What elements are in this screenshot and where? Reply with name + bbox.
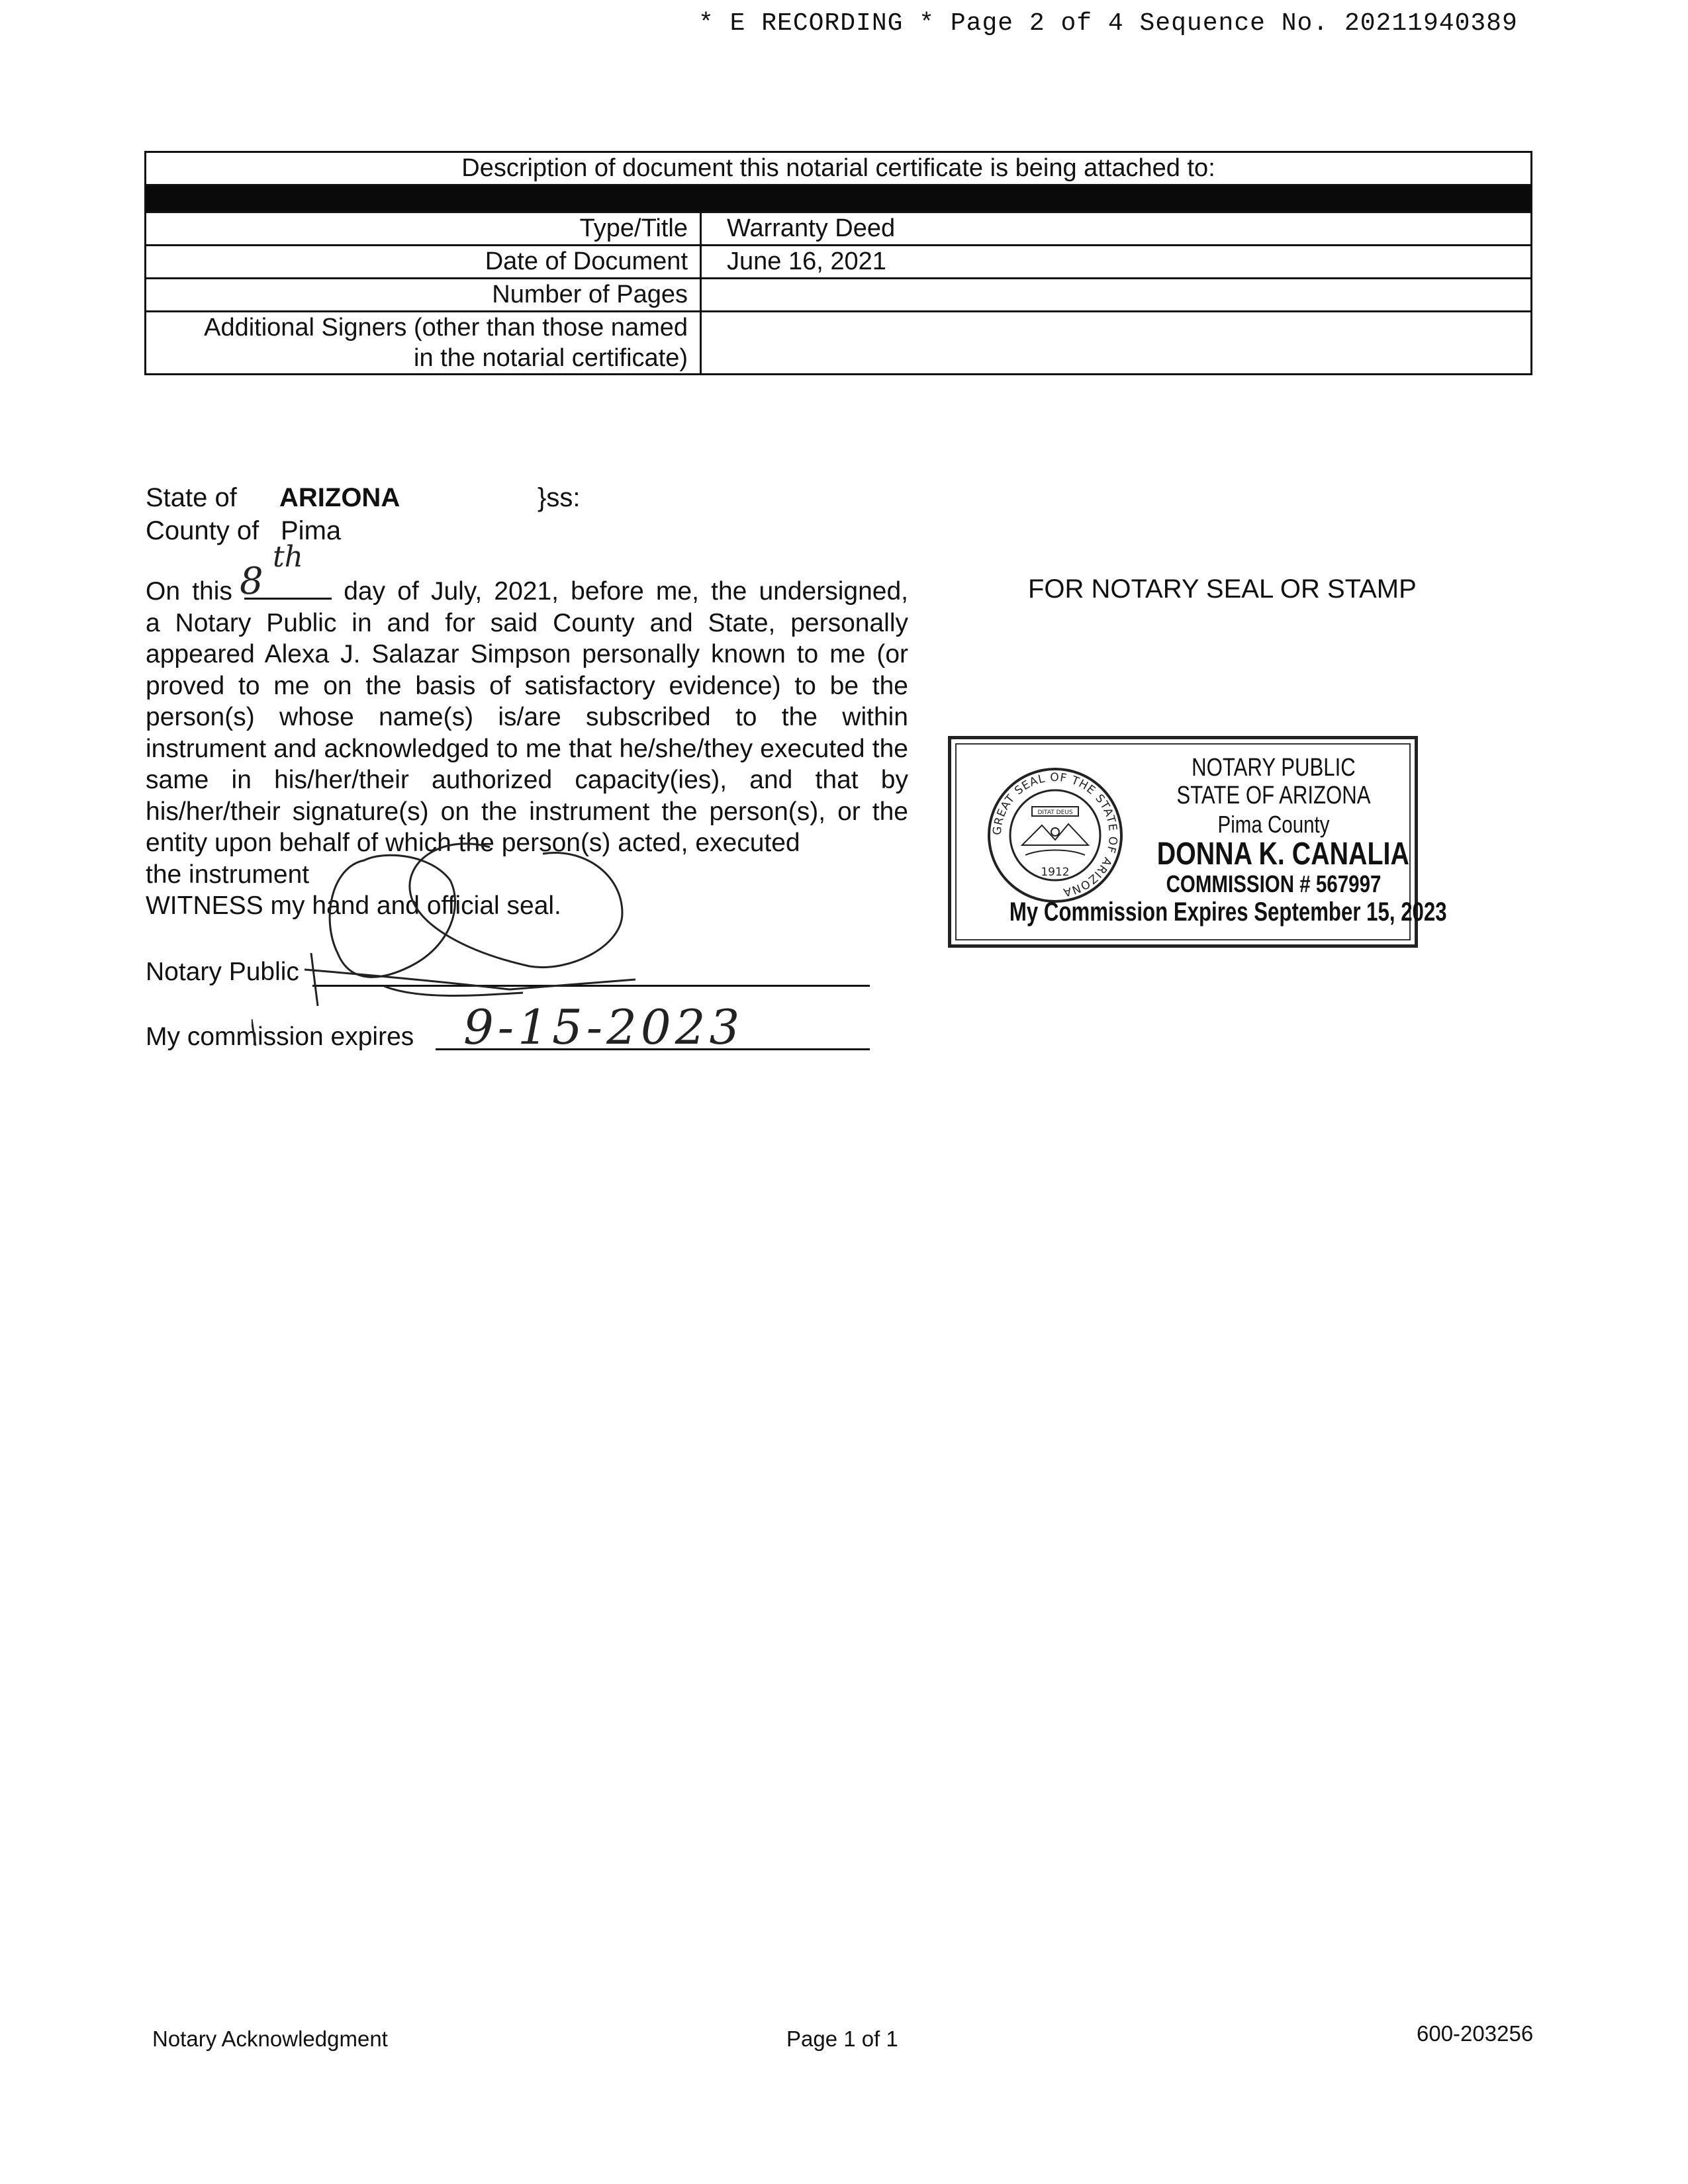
document-description-table [144,151,1532,375]
witness-line: WITNESS my hand and official seal. [146,891,561,920]
day-blank [244,578,332,600]
footer-order-number: 600-203256 [1417,2021,1534,2046]
seal-ring-text: GREAT SEAL OF THE STATE OF ARIZONA [990,770,1120,899]
stamp-commission-expiration: My Commission Expires September 15, 2023 [1009,897,1447,927]
table-row [146,312,1532,375]
handwritten-commission-date: 9-15-2023 [463,999,744,1055]
additional-signers-line2: in the notarial certificate) [414,344,688,372]
venue-ss: }ss: [538,483,581,512]
stamp-line-state: STATE OF ARIZONA [1176,782,1371,809]
acknowledgment-last-line: the instrument [146,860,310,889]
footer-document-type: Notary Acknowledgment [152,2026,388,2051]
number-of-pages-label: Number of Pages [146,279,701,312]
stamp-caption: FOR NOTARY SEAL OR STAMP [1028,574,1417,604]
redaction-bar [146,185,1532,212]
notary-signature-scribble [252,821,662,1059]
seal-motto: DITAT DEUS [1037,809,1073,816]
additional-signers-value [701,312,1532,375]
notary-public-label: Notary Public [146,958,299,986]
date-of-document-value: June 16, 2021 [701,246,1532,279]
acknowledgment-paragraph: a Notary Public in and for said County and State, personally appeared Alexa J. Salazar Simpson personally known to me (or proved to me on the basis of satisfactory evidence) to be the person(s) whose name(s) is/are subscribed to the within instrument and acknowledged to me that he/she/they executed the same in his/her/their authorized capacity(ies), and that by his/her/their signature(s) on the instrument the person(s), or the entity upon behalf of which the person(s) acted, executed [146,608,908,857]
additional-signers-line1: Additional Signers (other than those named [204,314,688,341]
handwritten-day: 8 [240,560,263,603]
venue-state-value: ARIZONA [279,483,400,512]
stamp-line-notary-name: DONNA K. CANALIA [1156,837,1409,872]
number-of-pages-value [701,279,1532,312]
after-blank-text: day of July, 2021, before me, the undersigned, [344,577,908,606]
venue-county-label: County of [146,516,259,545]
type-title-value: Warranty Deed [701,212,1532,246]
recording-header: * E RECORDING * Page 2 of 4 Sequence No. 20211940389 [698,9,1518,38]
footer-page-number: Page 1 of 1 [786,2026,898,2051]
seal-year: 1912 [1041,866,1070,879]
commission-expires-label: My commission expires [146,1023,414,1051]
table-row [146,246,1532,279]
venue-state-label: State of [146,483,237,512]
type-title-label: Type/Title [146,212,701,246]
venue-county-value: Pima [281,516,342,545]
notary-stamp [948,736,1447,948]
table-row [146,212,1532,246]
stamp-line-county: Pima County [1217,811,1330,838]
date-of-document-label: Date of Document [146,246,701,279]
stamp-line-notary-public: NOTARY PUBLIC [1192,754,1356,782]
handwritten-day-suffix: th [273,540,304,574]
on-this-label: On this [146,577,232,606]
arizona-state-seal-icon [986,766,1125,905]
table-heading: Description of document this notarial certificate is being attached to: [146,152,1532,185]
table-row [146,279,1532,312]
additional-signers-label [146,312,701,375]
stamp-line-commission-number: COMMISSION # 567997 [1166,870,1382,897]
